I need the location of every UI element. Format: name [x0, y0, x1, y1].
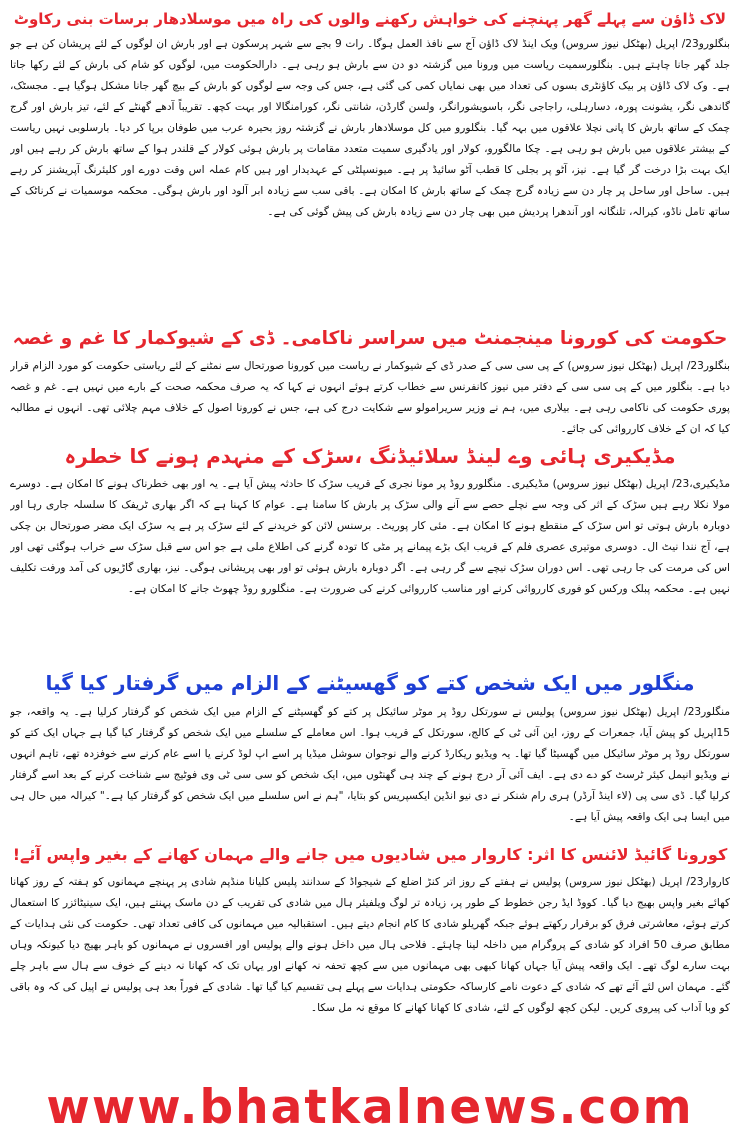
- body-rain-lockdown: بنگلورو23/ اپریل (بھٹکل نیوز سروس) ویک اینڈ لاک ڈاؤن آج سے نافذ العمل ہوگا۔ رات 9 بجے سے شہر پرسکون ہے اور بارش ان لوگوں کے لئے پریشان کن ہے جو جلد گھر جانا چاہتے ہیں۔ بنگلورسمیت ریاست میں ورونا میں گزشتہ دو دن سے بارش ہو رہی ہے۔ دارالحکومت میں، لوگوں کو شام کی بارش کے لئے رکھا جاتا ہے۔ وک لاک ڈاؤن پر بیک کاؤنٹری بسوں کی تعداد میں بھی نمایاں کمی کی گئی ہے، جس کی وجہ سے لوگوں کو بارش کے بیچ گھر جانا مشکل ہوگیا ہے۔ مجسٹک، گاندھی نگر، یشونت پورہ، دسارہلی، راجاجی نگر، باسویشورانگر، ولسن گارڈن، شانتی نگر، کورامنگالا اور بہت کچھ۔ تقریباً آدھے گھنٹے کے لئے، تیز بارش اور گرج چمک کے ساتھ بارش کا پانی نچلا علاقوں میں بہہ گیا۔ بنگلورو میں کل موسلادھار بارش نے گزشتہ روز بحیرہ عرب میں طوفان برپا کر دیا۔ بارسلوبی نہیں ریاست کے بیشتر علاقوں میں بارش ہو رہی ہے۔ چکا مالگورو، کولار اور یادگیری سمیت متعدد مقامات پر بارش ہوئی کولار کے قلندر ہوا کے ساتھ بارش کر رہے ہیں اور ایک بہت بڑا درخت گر گیا ہے۔ نیز، آٹو پر بجلی کا قطب آٹو سائیڈ پر ہے۔ میونسپلٹی کے عہدیدار اور ہیں کام عملہ اس وقت دورے اور کلیئرنگ آپریشنز کر رہے ہیں۔ ساحل اور ساحل پر چار دن سے زیادہ گرج چمک کے ساتھ بارش کا امکان ہے۔ باقی سب سے زیادہ ابر آلود اور بارش ہوگی۔ محکمہ موسمیات نے کرناٹک کے ساتھ تامل ناڈو، کیرالہ، تلنگانہ اور آندھرا پردیش میں بھی چار دن سے زیادہ بارش کی پیش گوئی کی ہے۔: [10, 38, 730, 218]
- headline-dog-dragging-arrest: منگلور میں ایک شخص کتے کو گھسیٹنے کے الزام میں گرفتار کیا گیا: [45, 671, 695, 695]
- body-karwar-wedding: کاروار23/ اپریل (بھٹکل نیوز سروس) پولیس نے ہفتے کے روز اتر کنڑ اضلع کے شیجواڈ کے سدانند پلیس کلیانا منڈپم شادی پر پہنچے مہمانوں کو ہفتہ کے روز کھانا کھائے بغیر واپس بھیج دیا گیا۔ کووڈ ایڈ رجن خطوط کے طور پر، زیادہ تر لوگ ویلفیئر ہال میں شادی کی تقریب کے دن ماسک پہنتے ہیں، ایک سینیٹائزر کا استعمال کرتے ہوئے، معاشرتی فرق کو برقرار رکھتے ہوئے جبکہ گھریلو شادی کا کام انجام دیتے ہیں۔ استقبالیہ میں مہمانوں کی کافی تعداد تھی۔ حکومت کی نئی ہدایات کے مطابق صرف 50 افراد کو شادی کے پروگرام میں داخلہ لینا چاہئے۔ فلاحی ہال میں داخل ہونے والے پولیس اور افسروں نے مہمانوں کو باہر بھیج دیا کیونکہ وہاں بہت سارے لوگ تھے۔ ایک واقعہ پیش آیا جہاں کھانا کبھی بھی مہمانوں میں سے کچھ تحفہ نہ کھانے اور یہاں تک کہ کھانا نہ دینے کے خوف سے ہال سے باہر چلے گئے۔ مہمان اس لئے آئے تھے کہ شادی کے دعوت نامے کارساکہ حکومتی ہدایات سے پہلے ہی تقسیم کیا گیا تھا۔ شادی کے فوراً بعد ہی پولیس نے اپیل کی کہ وہ باقی کو وبا آداب کی پیروی کریں۔ لیکن کچھ لوگوں کے لئے، شادی کا کھانا کھانے کا موقع نہ مل سکا۔: [10, 876, 730, 1014]
- article-rain-lockdown: [10, 4, 730, 319]
- headline-rain-lockdown: لاک ڈاؤن سے پہلے گھر پہنچنے کی خواہش رکھنے والوں کی راہ میں موسلادھار برسات بنی رکاوٹ: [13, 10, 727, 28]
- article-corona-management: [10, 322, 730, 440]
- article-madikeri-landslide: [10, 438, 730, 664]
- headline-madikeri-landslide: مڈیکیری ہائی وے لینڈ سلائیڈنگ ،سڑک کے منہدم ہونے کا خطرہ: [64, 444, 676, 468]
- article-dog-dragging-arrest: [10, 664, 730, 836]
- headline-corona-management: حکومت کی کورونا مینجمنٹ میں سراسر ناکامی۔ ڈی کے شیوکمار کا غم و غصہ: [12, 328, 728, 349]
- body-dog-dragging-arrest: منگلور23/ اپریل (بھٹکل نیوز سروس) پولیس نے سورتکل روڈ پر موٹر سائیکل پر کتے کو گھسیٹنے کے الزام میں ایک شخص کو گرفتار کرلیا ہے۔ یہ واقعہ، جو 15اپریل کو پیش آیا، جمعرات کے روز، این آئی ٹی کے کالج، سورتکل کے قریب ہوا۔ اس معاملے کے سلسلے میں ایک شخص کو گرفتار کیا گیا ہے جہاں ایک کتے کو سورتکل روڈ پر موٹر سائیکل میں گھسیٹا گیا تھا۔ یہ ویڈیو ریکارڈ کرنے والے نوجوان سوشل میڈیا پر اسے اپ لوڈ کرنے یا اسے عام کرنے سے خوفزدہ تھے، تاہم انہوں نے ویڈیو انیمل کیئر ٹرسٹ کو دے دی ہے۔ ایف آئی آر درج ہونے کے چند ہی گھنٹوں میں، ایک شخص کو سی سی ٹی وی فوٹیج سے شناخت کرنے کے بعد اسے گرفتار کرلیا گیا۔ ڈی سی پی (لاء اینڈ آرڈر) ہری رام شنکر نے دی نیو انڈین ایکسپریس کو بتایا، "ہم نے اس سلسلے میں ایک شخص کو گرفتار کیا ہے۔" کیرالہ میں حال ہی میں ایسا ہی ایک واقعہ پیش آیا ہے۔: [10, 706, 730, 823]
- body-corona-management: بنگلور23/ اپریل (بھٹکل نیوز سروس) کے پی سی سی کے صدر ڈی کے شیوکمار نے ریاست میں کورونا صورتحال سے نمٹنے کے لئے ریاستی حکومت کو مورد الزام قرار دیا ہے۔ بنگلور میں کے پی سی سی کے دفتر میں نیوز کانفرنس سے خطاب کرتے ہوئے انہوں نے کہا کہ یہ صرف محکمہ صحت کے بارے میں نہیں ہے۔ غم و غصہ پوری حکومت کی ناکامی رہی ہے۔ بیلاری میں، ہم نے وزیر سریرامولو سے شکایت درج کی ہے، جس نے کورونا اصول کے خلاف مہم چلائی تھی۔ انہوں نے مطالبہ کیا کہ ان کے خلاف کارروائی کی جائے۔: [10, 360, 730, 435]
- headline-karwar-wedding: کورونا گائیڈ لائنس کا اثر: کاروار میں شادیوں میں جانے والے مہمان کھانے کے بغیر واپس آئے!: [12, 845, 728, 864]
- body-madikeri-landslide: مڈیکیری،23/ اپریل (بھٹکل نیوز سروس) مڈیکیری۔ منگلورو روڈ پر مونا نجری کے قریب سڑک کا حادثہ پیش آیا ہے۔ یہ اور بھی خطرناک ہونے کا امکان ہے۔ دوسرے مولا نکلا رہے ہیں سڑک کے اثر کی وجہ سے نچلے حصے سے آنے والی سڑک پر بارش کا سامنا ہے۔ عوام کا کہنا ہے کہ اگر بھاری ٹریفک کا سلسلہ جاری رہا اور دوبارہ بارش ہوتی تو اس سڑک کے منقطع ہونے کا امکان ہے۔ مئی کار پوریٹ۔ برسنس لائن کو خریدنے کے لئے سڑک پر ہے یہ سڑک ایک مضر صورتحال بن چکی ہے، آج نندا نیٹ ال۔ دوسری موتیری عصری فلم کے قریب ایک بڑے پیمانے پر مٹی کا تودہ گرنے کی اطلاع ملی ہے جو اس سے قبل سڑک سے خراب ہوگئی تھی اور اس کی مرمت کی جا رہی تھی۔ اس دوران سڑک نیچے سے گر رہی ہے۔ اگر دوبارہ بارش ہوئی تو اور بھی پریشانی ہوگی۔ نیز، بھاری گاڑیوں کی آمد ورفت تکلیف نہیں ہے۔ محکمہ پبلک ورکس کو فوری کارروائی کرنے اور مناسب کارروائی کرنے کی ضرورت ہے۔ منگلورو روڈ چھوٹ جانے کا امکان ہے۔: [10, 478, 730, 595]
- article-karwar-wedding: [10, 838, 730, 1090]
- website-url-link[interactable]: www.bhatkalnews.com: [46, 1080, 694, 1135]
